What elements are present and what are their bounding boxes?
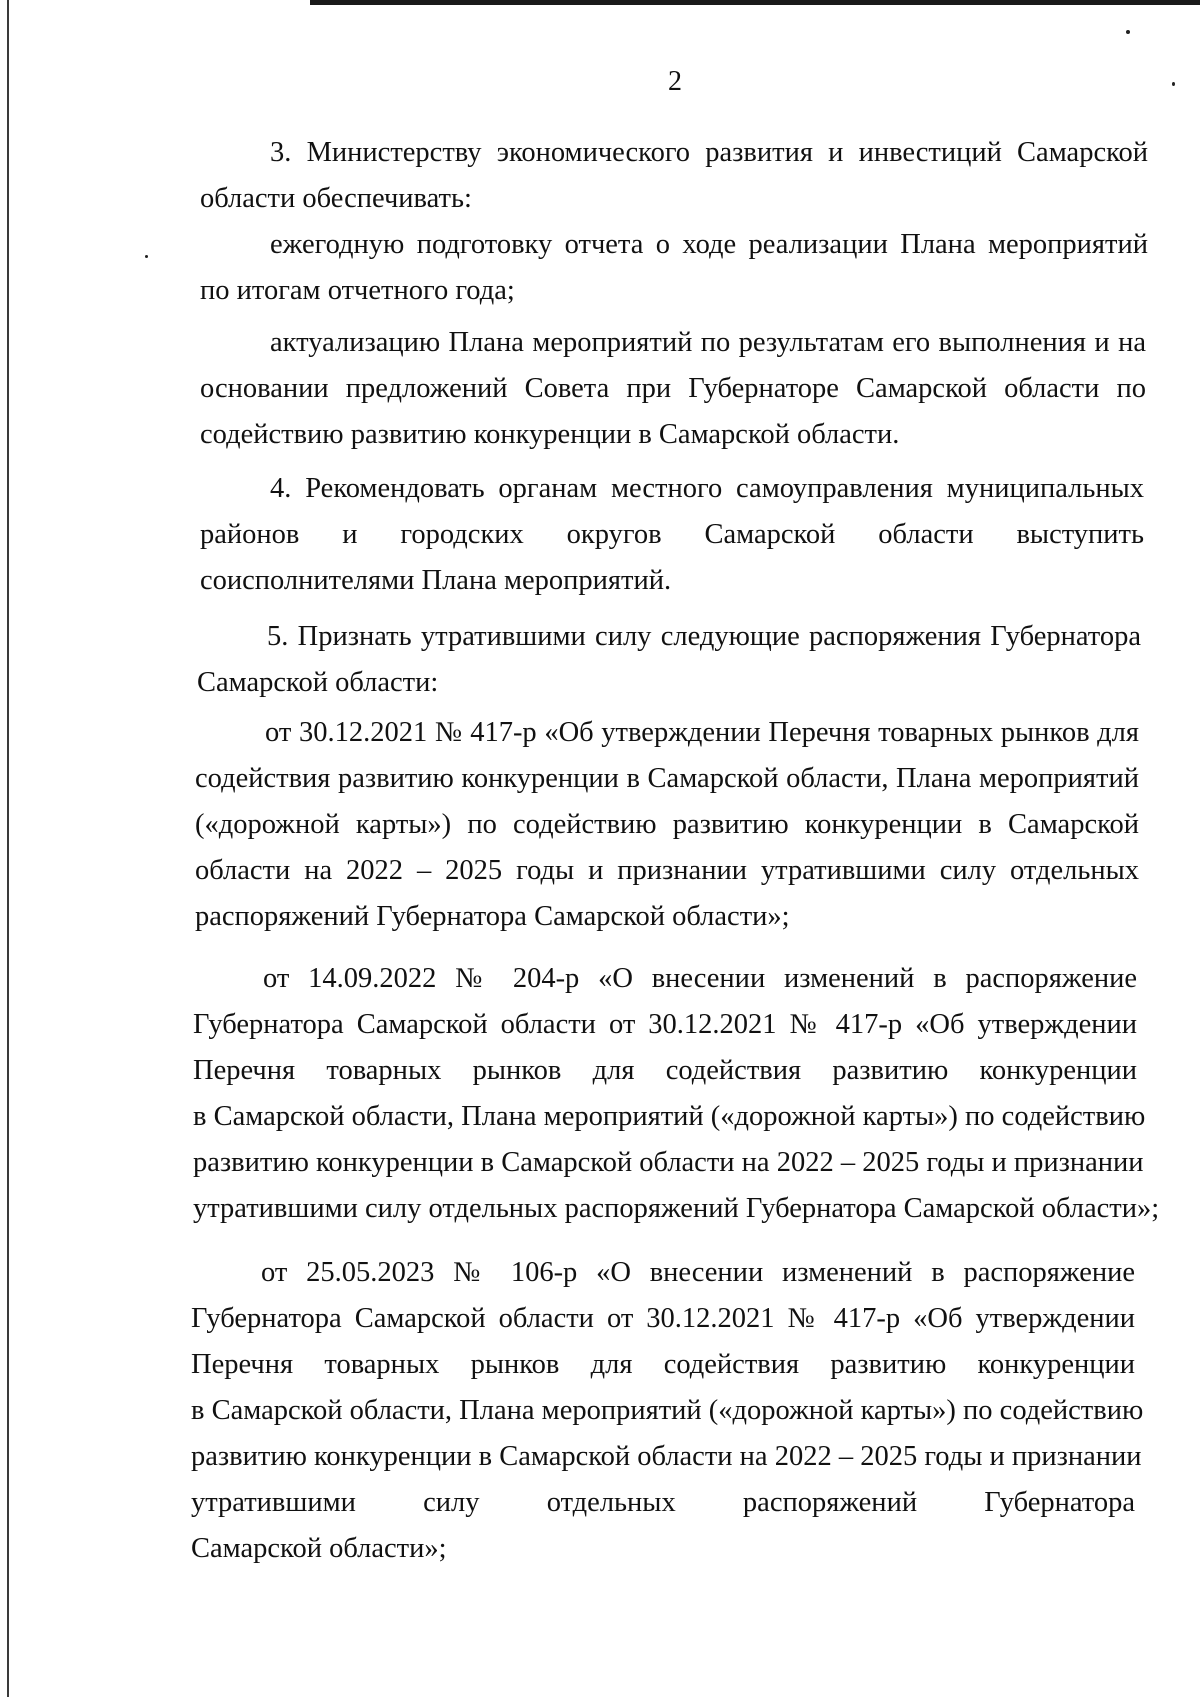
text-line: развитию конкуренции в Самарской области на 2022 – 2025 годы и признании	[191, 1441, 1142, 1472]
text-line: ежегодную подготовку отчета о ходе реализации Плана мероприятий	[270, 229, 1148, 260]
text-line: («дорожной карты») по содействию развитию конкуренции в Самарской	[195, 809, 1139, 840]
paragraph-4	[200, 466, 1144, 604]
paragraph-5-item-2	[193, 956, 1160, 1232]
paragraph-3	[200, 130, 1148, 222]
paragraph-5-item-1	[195, 710, 1139, 940]
text-line: основании предложений Совета при Губернаторе Самарской области по	[200, 373, 1146, 404]
text-line: Самарской области»;	[191, 1533, 447, 1564]
text-line: содействия развитию конкуренции в Самарской области, Плана мероприятий	[195, 763, 1139, 794]
text-line: в Самарской области, Плана мероприятий («дорожной карты») по содействию	[193, 1101, 1146, 1132]
page-number: 2	[668, 66, 682, 97]
text-line: от 25.05.2023 № 106-р «О внесении изменений в распоряжение	[261, 1257, 1135, 1288]
text-line: по итогам отчетного года;	[200, 275, 515, 306]
text-line: от 14.09.2022 № 204-р «О внесении изменений в распоряжение	[263, 963, 1137, 994]
paragraph-5-item-3	[191, 1250, 1144, 1572]
text-line: 4. Рекомендовать органам местного самоуправления муниципальных	[270, 473, 1144, 504]
paragraph-3-item-1	[200, 222, 1148, 314]
scan-speck	[145, 255, 148, 258]
scan-edge-left	[7, 0, 9, 1697]
scan-edge-top	[310, 0, 1200, 5]
text-line: соисполнителями Плана мероприятий.	[200, 565, 672, 596]
text-line: области обеспечивать:	[200, 183, 472, 214]
text-line: районов и городских округов Самарской области выступить	[200, 519, 1144, 550]
text-line: от 30.12.2021 № 417-р «Об утверждении Перечня товарных рынков для	[265, 717, 1139, 748]
text-line: Перечня товарных рынков для содействия развитию конкуренции	[193, 1055, 1137, 1086]
text-line: утратившими силу отдельных распоряжений Губернатора Самарской области»;	[193, 1193, 1160, 1224]
text-line: Губернатора Самарской области от 30.12.2021 № 417-р «Об утверждении	[191, 1303, 1135, 1334]
text-line: 3. Министерству экономического развития и инвестиций Самарской	[270, 137, 1148, 168]
text-line: содействию развитию конкуренции в Самарской области.	[200, 419, 900, 450]
text-line: Самарской области:	[197, 667, 439, 698]
text-line: Перечня товарных рынков для содействия развитию конкуренции	[191, 1349, 1135, 1380]
text-line: актуализацию Плана мероприятий по результатам его выполнения и на	[270, 327, 1146, 358]
text-line: Губернатора Самарской области от 30.12.2021 № 417-р «Об утверждении	[193, 1009, 1137, 1040]
text-line: утратившими силу отдельных распоряжений Губернатора	[191, 1487, 1135, 1518]
scan-speck	[1126, 30, 1130, 34]
text-line: развитию конкуренции в Самарской области на 2022 – 2025 годы и признании	[193, 1147, 1144, 1178]
text-line: в Самарской области, Плана мероприятий («дорожной карты») по содействию	[191, 1395, 1144, 1426]
paragraph-3-item-2	[200, 320, 1146, 458]
paragraph-5	[197, 614, 1141, 706]
text-line: 5. Признать утратившими силу следующие распоряжения Губернатора	[267, 621, 1141, 652]
text-line: распоряжений Губернатора Самарской области»;	[195, 901, 790, 932]
text-line: области на 2022 – 2025 годы и признании утратившими силу отдельных	[195, 855, 1139, 886]
